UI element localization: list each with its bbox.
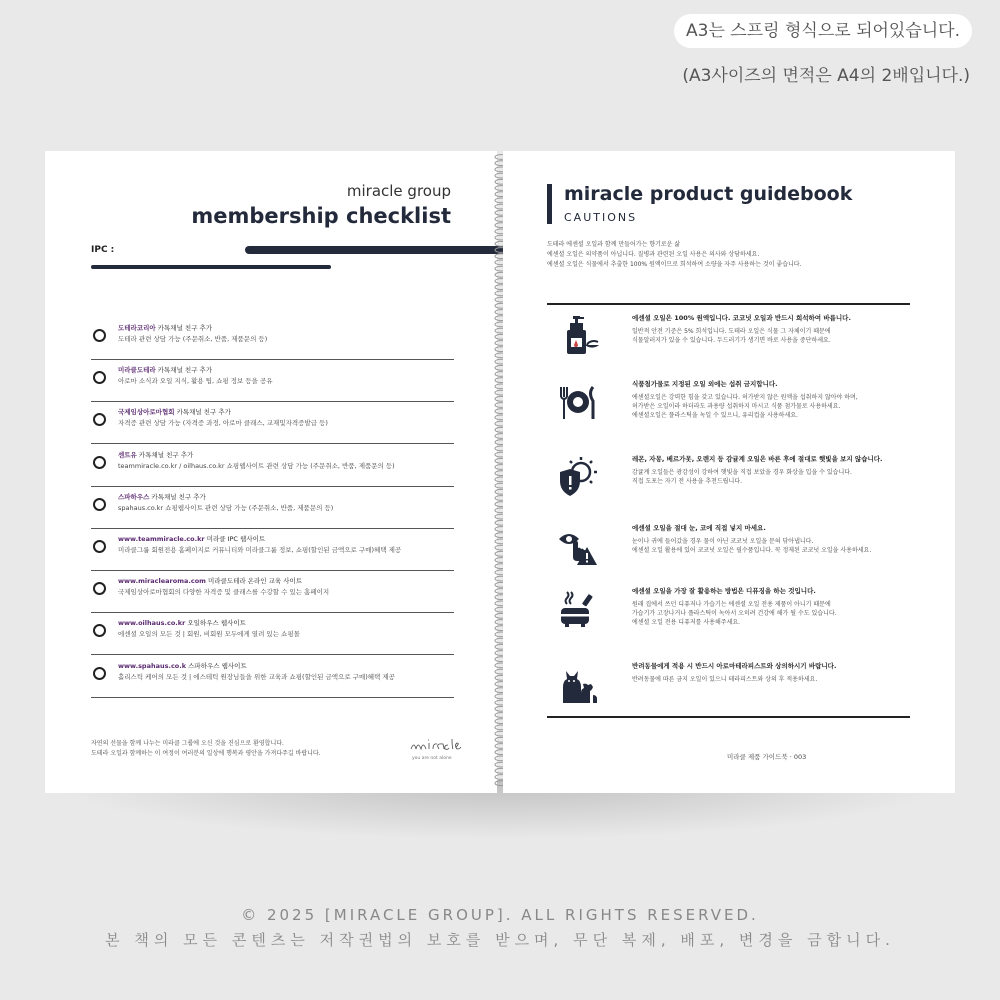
caution-heading: 에센셜 오일은 100% 원액입니다. 코코넛 오일과 반드시 희석하여 바릅니다. — [632, 314, 851, 322]
checklist-item-action: 카톡채널 친구 추가 — [155, 324, 213, 332]
bottle-coconut-icon — [557, 315, 599, 357]
right-page — [503, 151, 955, 793]
checklist-item-title — [118, 534, 265, 543]
caution-body: 에센셜오일은 플라스틱을 녹일 수 있으니, 유리컵을 사용하세요. — [632, 412, 798, 419]
checklist-item-name: www.spahaus.co.k — [118, 661, 187, 670]
caution-body: 식물알러지가 있을 수 있습니다. 두드러기가 생기면 바로 사용을 중단하세요. — [632, 337, 831, 344]
page-number: 미라클 제품 가이드북 · 003 — [727, 753, 807, 761]
checklist-item-title — [118, 576, 302, 585]
checklist-item-name: 도테라코리아 — [118, 324, 156, 332]
checklist-item — [91, 361, 454, 402]
checklist-item-action: 미라클도테라 온라인 교육 사이트 — [205, 577, 303, 586]
diffuser-icon — [557, 588, 599, 630]
caution-item — [547, 521, 910, 577]
caution-body: 일반적 안전 기준은 5% 희석입니다. 도테라 오일은 식물 그 자체이기 때문에 — [632, 328, 831, 335]
checklist-item-name: 미라클도테라 — [118, 366, 156, 375]
membership-checklist — [91, 319, 454, 699]
copyright-notice: 본 책의 모든 콘텐츠는 저작권법의 보호를 받으며, 무단 복제, 배포, 변경을 금합니다. — [105, 931, 895, 949]
journey-text: 도테라 오일과 함께하는 이 여정이 여러분의 일상에 행복과 평안을 가져다주길 바랍니다. — [91, 750, 321, 757]
section-divider — [547, 716, 910, 718]
checklist-item-title — [118, 407, 231, 416]
caution-item — [547, 584, 910, 640]
book-spread — [45, 151, 955, 793]
checklist-item-detail: 국제임상아로마협회의 다양한 자격증 및 클래스를 수강할 수 있는 홈페이지 — [118, 588, 330, 597]
checklist-item-name: www.miraclearoma.com — [118, 577, 206, 586]
checklist-item-action: 카톡채널 친구 추가 — [136, 450, 194, 459]
caution-heading: 식품첨가물로 지정된 오일 외에는 섭취 금지합니다. — [632, 380, 778, 388]
check-circle[interactable] — [93, 624, 106, 637]
checklist-item — [91, 488, 454, 529]
caution-body: 반려동물에 따른 금지 오일이 있으니 테라피스트와 상의 후 적용하세요. — [632, 676, 818, 683]
checklist-item-detail: teammiracle.co.kr / oilhaus.co.kr 쇼핑웹사이트 관련 상담 가능 (주문취소, 반품, 제품문의 등) — [118, 461, 395, 470]
check-circle[interactable] — [93, 371, 106, 384]
checklist-item-action: 카톡채널 친구 추가 — [155, 366, 213, 375]
ipc-label: IPC : — [91, 245, 115, 255]
checklist-item — [91, 572, 454, 613]
guidebook-title: miracle product guidebook — [564, 183, 853, 205]
checklist-item — [91, 614, 454, 655]
group-subtitle: miracle group — [346, 182, 451, 200]
size-note: (A3사이즈의 면적은 A4의 2배입니다.) — [682, 66, 970, 86]
checklist-item — [91, 403, 454, 444]
ipc-underline — [91, 265, 331, 269]
checklist-item-detail: 에센셜 오일의 모든 것 | 회원, 비회원 모두에게 열려 있는 쇼핑몰 — [118, 630, 300, 639]
checklist-item-name: 국제임상아로마협회 — [118, 408, 175, 417]
checklist-item-action: 카톡채널 친구 추가 — [174, 408, 231, 417]
checklist-title: membership checklist — [191, 204, 451, 228]
caution-body: 가습기가 고장나거나 플라스틱이 녹아서 오히려 건강에 해가 될 수도 있습니다. — [632, 610, 837, 617]
checklist-item-detail: spahaus.co.kr 쇼핑웹사이트 관련 상담 가능 (주문취소, 반품, 제품문의 등) — [118, 503, 334, 512]
checklist-item-name: 스파하우스 — [118, 492, 150, 501]
checklist-item-action: 스파하우스 웹사이트 — [186, 661, 247, 670]
caution-body: 감귤계 오일들은 광감성이 강하여 햇빛을 직접 보았을 경우 화상을 입을 수 있습니다. — [632, 469, 852, 476]
left-page — [45, 151, 497, 793]
caution-heading: 에센셜 오일을 절대 눈, 코에 직접 넣지 마세요. — [632, 524, 766, 532]
checklist-item-name: www.teammiracle.co.kr — [118, 534, 205, 543]
checklist-item — [91, 446, 454, 487]
caution-body: 에센셜 오일 활용에 있어 코코넛 오일은 필수품입니다. 꼭 정제된 코코넛 오일을 사용하세요. — [632, 547, 872, 554]
checklist-item-title — [118, 661, 247, 670]
checklist-item-title — [118, 618, 246, 627]
checklist-item-name: 센트유 — [118, 450, 137, 459]
checklist-item-detail: 아로마 소식과 오일 지식, 활용 팁, 쇼핑 정보 등을 공유 — [118, 377, 273, 386]
checklist-item-action: 카톡채널 친구 추가 — [149, 492, 206, 501]
caution-item — [547, 659, 910, 715]
check-circle[interactable] — [93, 329, 106, 342]
checklist-item-detail: 홀리스틱 케어의 모든 것 | 에스테틱 원장님들을 위한 교육과 쇼핑(할인된 금액으로 구매)혜택 제공 — [118, 672, 395, 681]
caution-item — [547, 311, 910, 367]
copyright-line: © 2025 [MIRACLE GROUP]. ALL RIGHTS RESERVED. — [241, 906, 759, 924]
caution-body: 에센셜 오일 전용 디퓨저를 사용해주세요. — [632, 619, 741, 626]
eye-touch-warning-icon — [557, 525, 599, 567]
sun-warning-icon — [557, 456, 599, 498]
spring-format-note: A3는 스프링 형식으로 되어있습니다. — [674, 14, 972, 48]
logo-tagline: you are not alone — [412, 756, 452, 761]
check-circle[interactable] — [93, 667, 106, 680]
caution-item — [547, 452, 910, 508]
check-circle[interactable] — [93, 456, 106, 469]
checklist-item — [91, 657, 454, 698]
checklist-item-name: www.oilhaus.co.kr — [118, 619, 186, 628]
caution-item — [547, 377, 910, 433]
checklist-item-title — [118, 450, 193, 459]
checklist-item-title — [118, 323, 212, 332]
title-accent-bar — [547, 184, 552, 224]
checklist-item — [91, 530, 454, 571]
intro-line: 에센셜 오일은 의약품이 아닙니다. 질병과 관련된 오일 사용은 의사와 상담하세요. — [547, 251, 760, 258]
checklist-item-detail: 자격증 관련 상담 가능 (자격증 과정, 아로마 클래스, 교재및자격증발급 등) — [118, 419, 328, 428]
check-circle[interactable] — [93, 413, 106, 426]
caution-body: 허가받은 오일이라 하더라도 과용량 섭취하지 마시고 식품 첨가물로 사용하세요. — [632, 403, 841, 410]
checklist-item — [91, 319, 454, 360]
checklist-item-action: 미라클 IPC 웹사이트 — [204, 534, 266, 543]
cat-dog-icon — [557, 663, 599, 705]
checklist-item-detail: 도테라 관련 상담 가능 (주문취소, 반품, 제품문의 등) — [118, 335, 268, 343]
checklist-item-action: 오일하우스 웹사이트 — [185, 619, 246, 628]
checklist-item-detail: 미라클그룹 회원전용 홈페이지로 커뮤니티와 미라클그룹 정보, 쇼핑(할인된 금액으로 구매)혜택 제공 — [118, 545, 402, 554]
caution-body: 에센셜오일은 강력한 힘을 갖고 있습니다. 허가받지 않은 원액을 섭취하지 않아야 하며, — [632, 394, 858, 401]
check-circle[interactable] — [93, 582, 106, 595]
ipc-field-bar — [245, 246, 505, 254]
caution-body: 눈이나 귀에 들어갔을 경우 물이 아닌 코코넛 오일을 문혀 닦아냅니다. — [632, 538, 814, 545]
section-divider — [547, 303, 910, 305]
welcome-text: 자연의 선물을 함께 나누는 미라클 그룹에 오신 것을 진심으로 환영합니다. — [91, 740, 284, 747]
caution-body: 직접 도포는 자기 전 사용을 추천드립니다. — [632, 478, 742, 485]
caution-body: 원래 집에서 쓰던 디퓨저나 가습기는 에센셜 오일 전용 제품이 아니기 때문에 — [632, 601, 831, 608]
fork-knife-plate-icon — [557, 381, 599, 423]
intro-line: 도테라 에센셜 오일과 함께 만들어가는 향기로운 삶 — [547, 241, 681, 248]
caution-heading: 에센셜 오일을 가장 잘 활용하는 방법은 디퓨징을 하는 것입니다. — [632, 587, 816, 595]
cautions-subtitle: CAUTIONS — [564, 211, 638, 224]
checklist-item-title — [118, 365, 212, 374]
caution-heading: 레몬, 자몽, 베르가못, 오렌지 등 감귤계 오일은 바른 후에 절대로 햇빛을 보지 않습니다. — [632, 455, 883, 463]
caution-heading: 반려동물에게 적용 시 반드시 아로마테라피스트와 상의하시기 바랍니다. — [632, 662, 837, 670]
check-circle[interactable] — [93, 498, 106, 511]
checklist-item-title — [118, 492, 206, 501]
intro-line: 에센셜 오일은 식물에서 추출한 100% 원액이므로 희석하여 소량을 자주 사용하는 것이 좋습니다. — [547, 261, 802, 268]
check-circle[interactable] — [93, 540, 106, 553]
